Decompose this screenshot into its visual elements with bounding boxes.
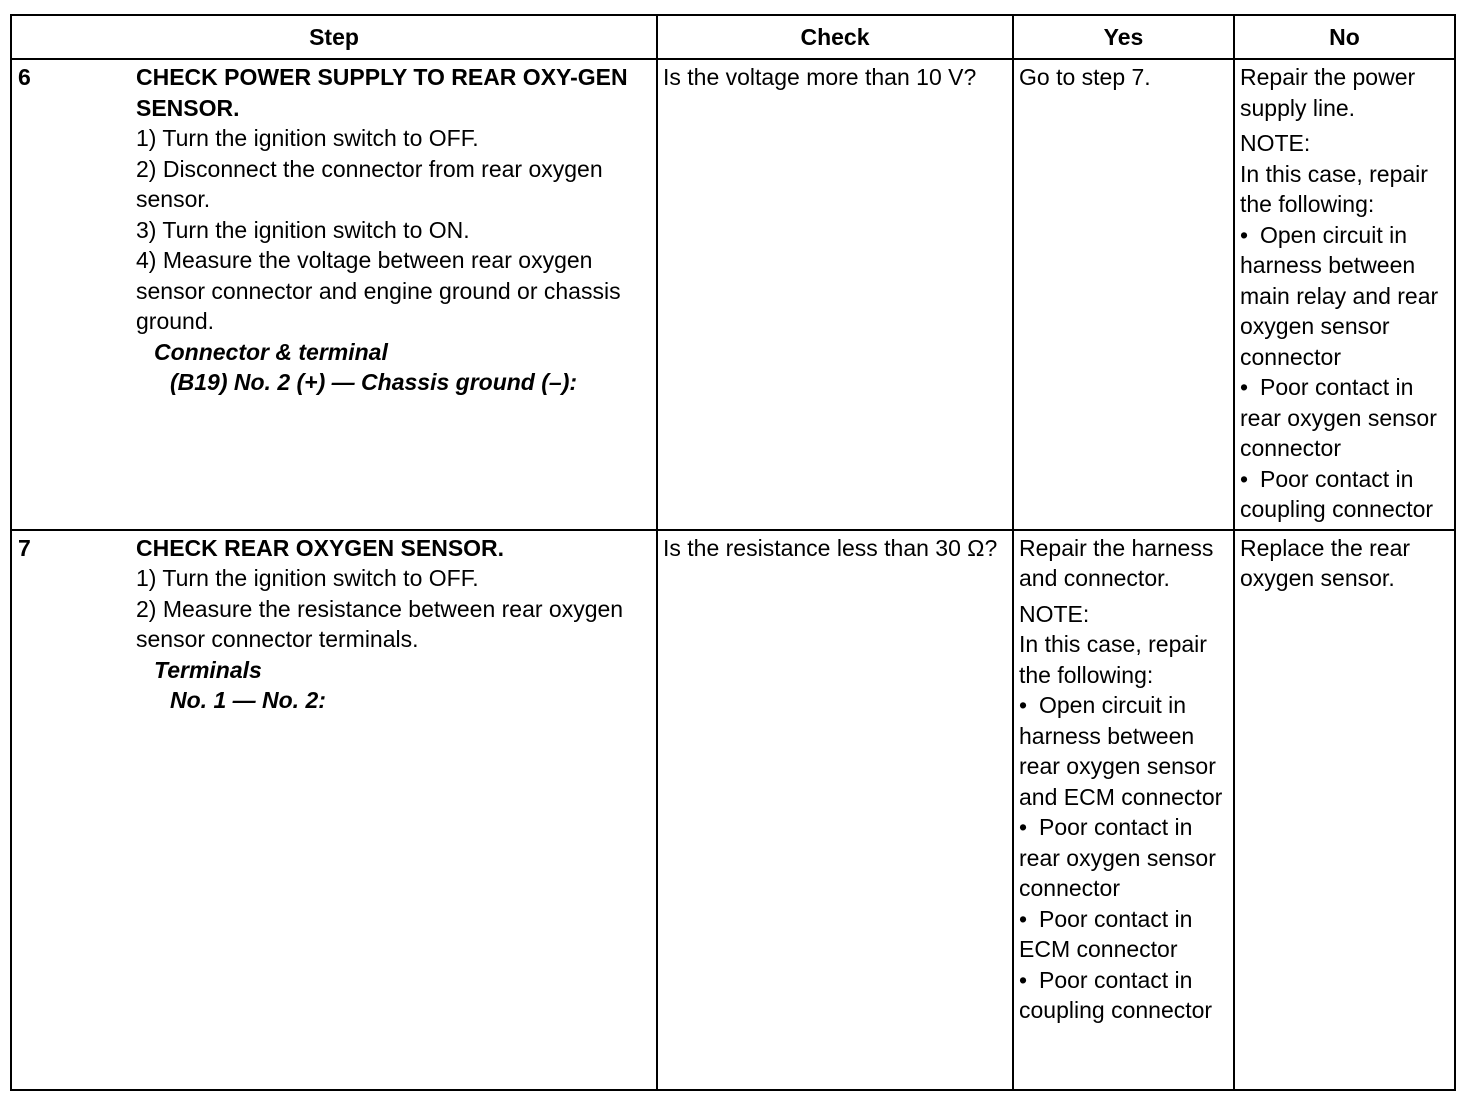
step-title: CHECK POWER SUPPLY TO REAR OXY-GEN SENSOR. [136,64,628,121]
step-title: CHECK REAR OXYGEN SENSOR. [136,534,505,561]
bullet-icon: • [1019,905,1028,932]
spec-label: Terminals [154,656,262,683]
note-label: NOTE: [1240,130,1311,156]
substep: 1) Turn the ignition switch to OFF. [136,125,479,151]
table-row [11,530,1455,1090]
note-text: In this case, repair the following: [1240,160,1428,217]
check-cell: Is the voltage more than 10 V? [657,59,1013,530]
list-item: • Poor contact in ECM connector [1019,905,1193,962]
header-row [11,15,1455,59]
substep: 1) Turn the ignition switch to OFF. [136,565,479,591]
bullet-icon: • [1019,966,1028,993]
header-yes: Yes [1013,15,1234,59]
bullet-icon: • [1240,374,1249,400]
spec-label: Connector & terminal [154,338,388,365]
check-cell: Is the resistance less than 30 Ω? [657,530,1013,1090]
bullet-icon: • [1019,692,1028,718]
substep: 3) Turn the ignition switch to ON. [136,216,470,243]
yes-cell [1013,530,1234,1090]
step-cell [11,59,657,530]
no-main-text: Repair the power supply line. [1240,64,1416,121]
list-item: • Poor contact in coupling connector [1240,465,1434,522]
bullet-icon: • [1240,465,1249,492]
header-no: No [1234,15,1455,59]
list-item: • Open circuit in harness between rear oxygen sensor and ECM connector [1019,692,1223,810]
note-text: In this case, repair the following: [1019,631,1207,688]
bullet-icon: • [1019,814,1028,840]
yes-cell: Go to step 7. [1013,59,1234,530]
no-cell: Replace the rear oxygen sensor. [1234,530,1455,1090]
spec-value: (B19) No. 2 (+) — Chassis ground (–): [170,369,578,395]
table-row [11,59,1455,530]
substep: 2) Disconnect the connector from rear oxygen sensor. [136,155,603,212]
note-label: NOTE: [1019,600,1090,627]
list-item: • Poor contact in rear oxygen sensor connector [1019,814,1216,901]
step-cell [11,530,657,1090]
substep: 2) Measure the resistance between rear oxygen sensor connector terminals. [136,595,624,652]
header-step: Step [11,15,657,59]
list-item: • Poor contact in coupling connector [1019,966,1213,1023]
list-item: • Open circuit in harness between main relay and rear oxygen sensor connector [1240,221,1439,370]
yes-main-text: Repair the harness and connector. [1019,534,1214,591]
no-cell [1234,59,1455,530]
substep: 4) Measure the voltage between rear oxygen sensor connector and engine ground or chassis ground. [136,247,621,334]
header-check: Check [657,15,1013,59]
step-number: 7 [18,534,31,561]
spec-value: No. 1 — No. 2: [170,687,326,713]
bullet-icon: • [1240,221,1249,248]
diagnostic-table [10,14,1456,1091]
list-item: • Poor contact in rear oxygen sensor connector [1240,374,1437,461]
step-number: 6 [18,64,31,90]
